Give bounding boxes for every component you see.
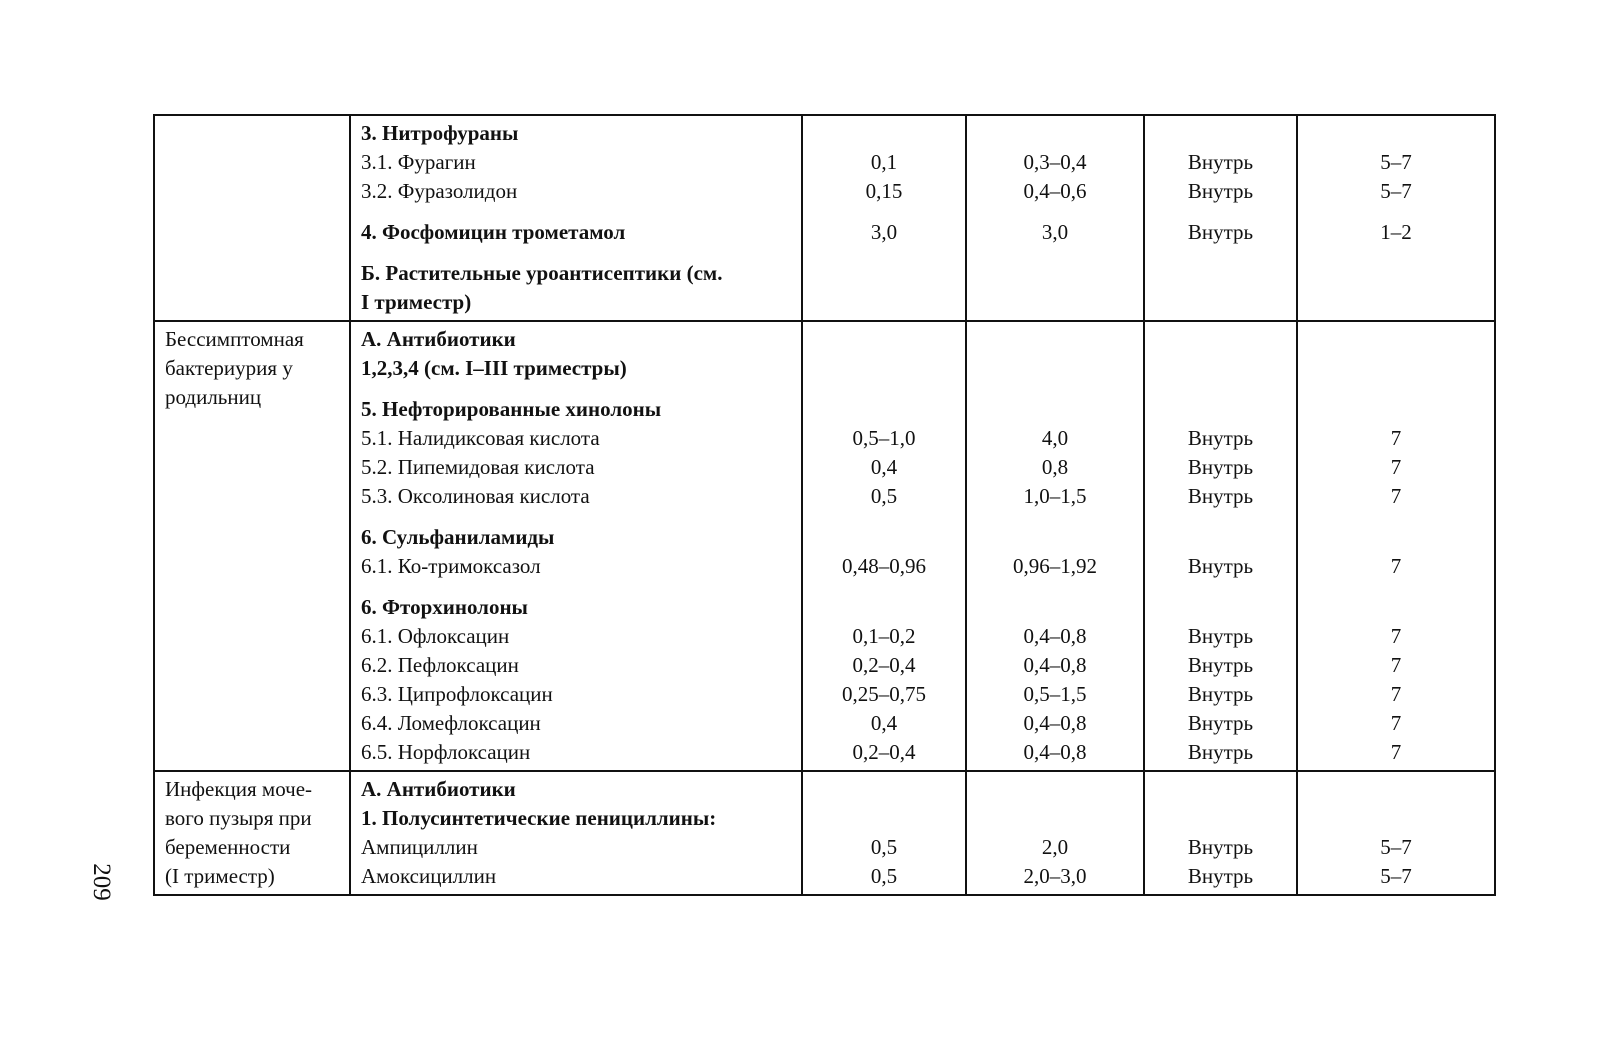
daily-dose: 0,5–1,5	[1023, 682, 1087, 706]
drug-group-heading: А. Антибиотики	[361, 327, 516, 351]
condition-line: Бессимптомная	[165, 327, 304, 351]
drug-name: Ампициллин	[361, 835, 478, 859]
single-dose: 0,5	[870, 835, 898, 859]
duration-days: 7	[1390, 711, 1402, 735]
duration-days: 7	[1390, 426, 1402, 450]
daily-dose: 0,4–0,8	[1023, 711, 1087, 735]
duration-days: 5–7	[1380, 150, 1412, 174]
route: Внутрь	[1187, 711, 1254, 735]
daily-dose: 0,4–0,8	[1023, 624, 1087, 648]
drug-name: 6.2. Пефлоксацин	[361, 653, 519, 677]
single-dose	[803, 119, 965, 148]
daily-dose: 0,96–1,92	[1013, 554, 1097, 578]
single-dose	[803, 804, 965, 833]
single-dose	[803, 395, 965, 424]
daily-dose	[967, 288, 1143, 317]
duration-days-cell	[1297, 321, 1495, 771]
daily-dose: 0,8	[1041, 455, 1069, 479]
daily-dose	[967, 119, 1143, 148]
daily-dose	[967, 354, 1143, 383]
single-dose	[803, 325, 965, 354]
route: Внутрь	[1187, 682, 1254, 706]
duration-days: 7	[1390, 554, 1402, 578]
route-cell	[1144, 771, 1297, 895]
condition-cell	[154, 321, 350, 771]
single-dose: 0,2–0,4	[852, 740, 916, 764]
route	[1145, 523, 1296, 552]
page-number: 209	[87, 863, 115, 901]
duration-days: 5–7	[1380, 864, 1412, 888]
single-dose-cell	[802, 115, 966, 321]
duration-days: 7	[1390, 455, 1402, 479]
drug-name: 6.1. Ко-тримоксазол	[361, 554, 541, 578]
drug-name: 3.2. Фуразолидон	[361, 179, 518, 203]
drug-group-heading: 5. Нефторированные хинолоны	[361, 397, 662, 421]
drug-group-heading: Б. Растительные уроантисептики (см.	[361, 261, 723, 285]
table-body	[154, 115, 1495, 895]
drug-name: 5.3. Оксолиновая кислота	[361, 484, 590, 508]
daily-dose-cell	[966, 115, 1144, 321]
single-dose: 0,5	[870, 484, 898, 508]
condition-line: бактериурия у	[165, 356, 293, 380]
daily-dose: 1,0–1,5	[1023, 484, 1087, 508]
daily-dose	[967, 593, 1143, 622]
duration-days: 5–7	[1380, 179, 1412, 203]
table-row	[154, 321, 1495, 771]
route	[1145, 325, 1296, 354]
daily-dose: 2,0	[1041, 835, 1069, 859]
duration-days: 1–2	[1380, 220, 1412, 244]
drug-group-heading: 3. Нитрофураны	[361, 121, 519, 145]
drug-name: 6.5. Норфлоксацин	[361, 740, 531, 764]
single-dose: 0,4	[870, 455, 898, 479]
duration-days: 7	[1390, 740, 1402, 764]
table-row	[154, 771, 1495, 895]
duration-days	[1298, 354, 1494, 383]
daily-dose	[967, 775, 1143, 804]
route: Внутрь	[1187, 484, 1254, 508]
single-dose	[803, 593, 965, 622]
daily-dose: 4,0	[1041, 426, 1069, 450]
route	[1145, 804, 1296, 833]
single-dose	[803, 259, 965, 288]
daily-dose	[967, 259, 1143, 288]
duration-days: 7	[1390, 624, 1402, 648]
single-dose: 0,5	[870, 864, 898, 888]
duration-days	[1298, 775, 1494, 804]
duration-days: 7	[1390, 484, 1402, 508]
drug-cell	[350, 771, 802, 895]
daily-dose: 0,4–0,6	[1023, 179, 1087, 203]
drug-name: 6.3. Ципрофлоксацин	[361, 682, 553, 706]
route	[1145, 395, 1296, 424]
single-dose: 3,0	[870, 220, 898, 244]
daily-dose: 0,3–0,4	[1023, 150, 1087, 174]
duration-days: 7	[1390, 682, 1402, 706]
table-row	[154, 115, 1495, 321]
duration-days: 7	[1390, 653, 1402, 677]
condition-line: родильниц	[165, 385, 262, 409]
route	[1145, 119, 1296, 148]
route: Внутрь	[1187, 179, 1254, 203]
daily-dose-cell	[966, 321, 1144, 771]
duration-days	[1298, 593, 1494, 622]
single-dose	[803, 354, 965, 383]
route: Внутрь	[1187, 554, 1254, 578]
condition-cell	[154, 771, 350, 895]
daily-dose	[967, 395, 1143, 424]
route	[1145, 593, 1296, 622]
dosage-table	[153, 114, 1496, 896]
route-cell	[1144, 115, 1297, 321]
drug-name: 3.1. Фурагин	[361, 150, 476, 174]
drug-group-heading: 1,2,3,4 (см. I–III триместры)	[361, 356, 627, 380]
single-dose: 0,1–0,2	[852, 624, 916, 648]
route: Внутрь	[1187, 653, 1254, 677]
drug-group-heading: 6. Фторхинолоны	[361, 595, 528, 619]
drug-name: 5.2. Пипемидовая кислота	[361, 455, 595, 479]
single-dose	[803, 523, 965, 552]
route	[1145, 354, 1296, 383]
condition-line: Инфекция моче-	[165, 777, 313, 801]
drug-cell	[350, 321, 802, 771]
route	[1145, 259, 1296, 288]
duration-days	[1298, 288, 1494, 317]
condition-cell	[154, 115, 350, 321]
route: Внутрь	[1187, 624, 1254, 648]
duration-days	[1298, 259, 1494, 288]
duration-days-cell	[1297, 771, 1495, 895]
duration-days	[1298, 325, 1494, 354]
route-cell	[1144, 321, 1297, 771]
daily-dose	[967, 523, 1143, 552]
drug-name: Амоксициллин	[361, 864, 497, 888]
single-dose	[803, 775, 965, 804]
daily-dose: 3,0	[1041, 220, 1069, 244]
route: Внутрь	[1187, 220, 1254, 244]
route: Внутрь	[1187, 150, 1254, 174]
single-dose-cell	[802, 771, 966, 895]
single-dose: 0,15	[865, 179, 903, 203]
drug-name: 6.1. Офлоксацин	[361, 624, 510, 648]
duration-days	[1298, 119, 1494, 148]
route: Внутрь	[1187, 835, 1254, 859]
daily-dose: 2,0–3,0	[1023, 864, 1087, 888]
single-dose: 0,5–1,0	[852, 426, 916, 450]
drug-group-heading: 6. Сульфаниламиды	[361, 525, 555, 549]
drug-group-heading: 1. Полусинтетические пенициллины:	[361, 806, 717, 830]
drug-cell	[350, 115, 802, 321]
single-dose: 0,4	[870, 711, 898, 735]
single-dose: 0,25–0,75	[842, 682, 926, 706]
drug-group-heading: А. Антибиотики	[361, 777, 516, 801]
drug-name: 5.1. Налидиксовая кислота	[361, 426, 600, 450]
daily-dose-cell	[966, 771, 1144, 895]
condition-line: (I триместр)	[165, 864, 275, 888]
single-dose-cell	[802, 321, 966, 771]
drug-group-heading: 4. Фосфомицин трометамол	[361, 220, 626, 244]
duration-days	[1298, 523, 1494, 552]
drug-name: 6.4. Ломефлоксацин	[361, 711, 541, 735]
route: Внутрь	[1187, 740, 1254, 764]
duration-days	[1298, 395, 1494, 424]
daily-dose: 0,4–0,8	[1023, 740, 1087, 764]
route	[1145, 288, 1296, 317]
single-dose: 0,48–0,96	[842, 554, 926, 578]
duration-days: 5–7	[1380, 835, 1412, 859]
single-dose: 0,2–0,4	[852, 653, 916, 677]
single-dose: 0,1	[870, 150, 898, 174]
route: Внутрь	[1187, 864, 1254, 888]
route: Внутрь	[1187, 426, 1254, 450]
duration-days-cell	[1297, 115, 1495, 321]
duration-days	[1298, 804, 1494, 833]
drug-group-heading: I триместр)	[361, 290, 472, 314]
daily-dose	[967, 325, 1143, 354]
route: Внутрь	[1187, 455, 1254, 479]
condition-line: вого пузыря при	[165, 806, 312, 830]
daily-dose	[967, 804, 1143, 833]
single-dose	[803, 288, 965, 317]
condition-line: беременности	[165, 835, 291, 859]
route	[1145, 775, 1296, 804]
daily-dose: 0,4–0,8	[1023, 653, 1087, 677]
